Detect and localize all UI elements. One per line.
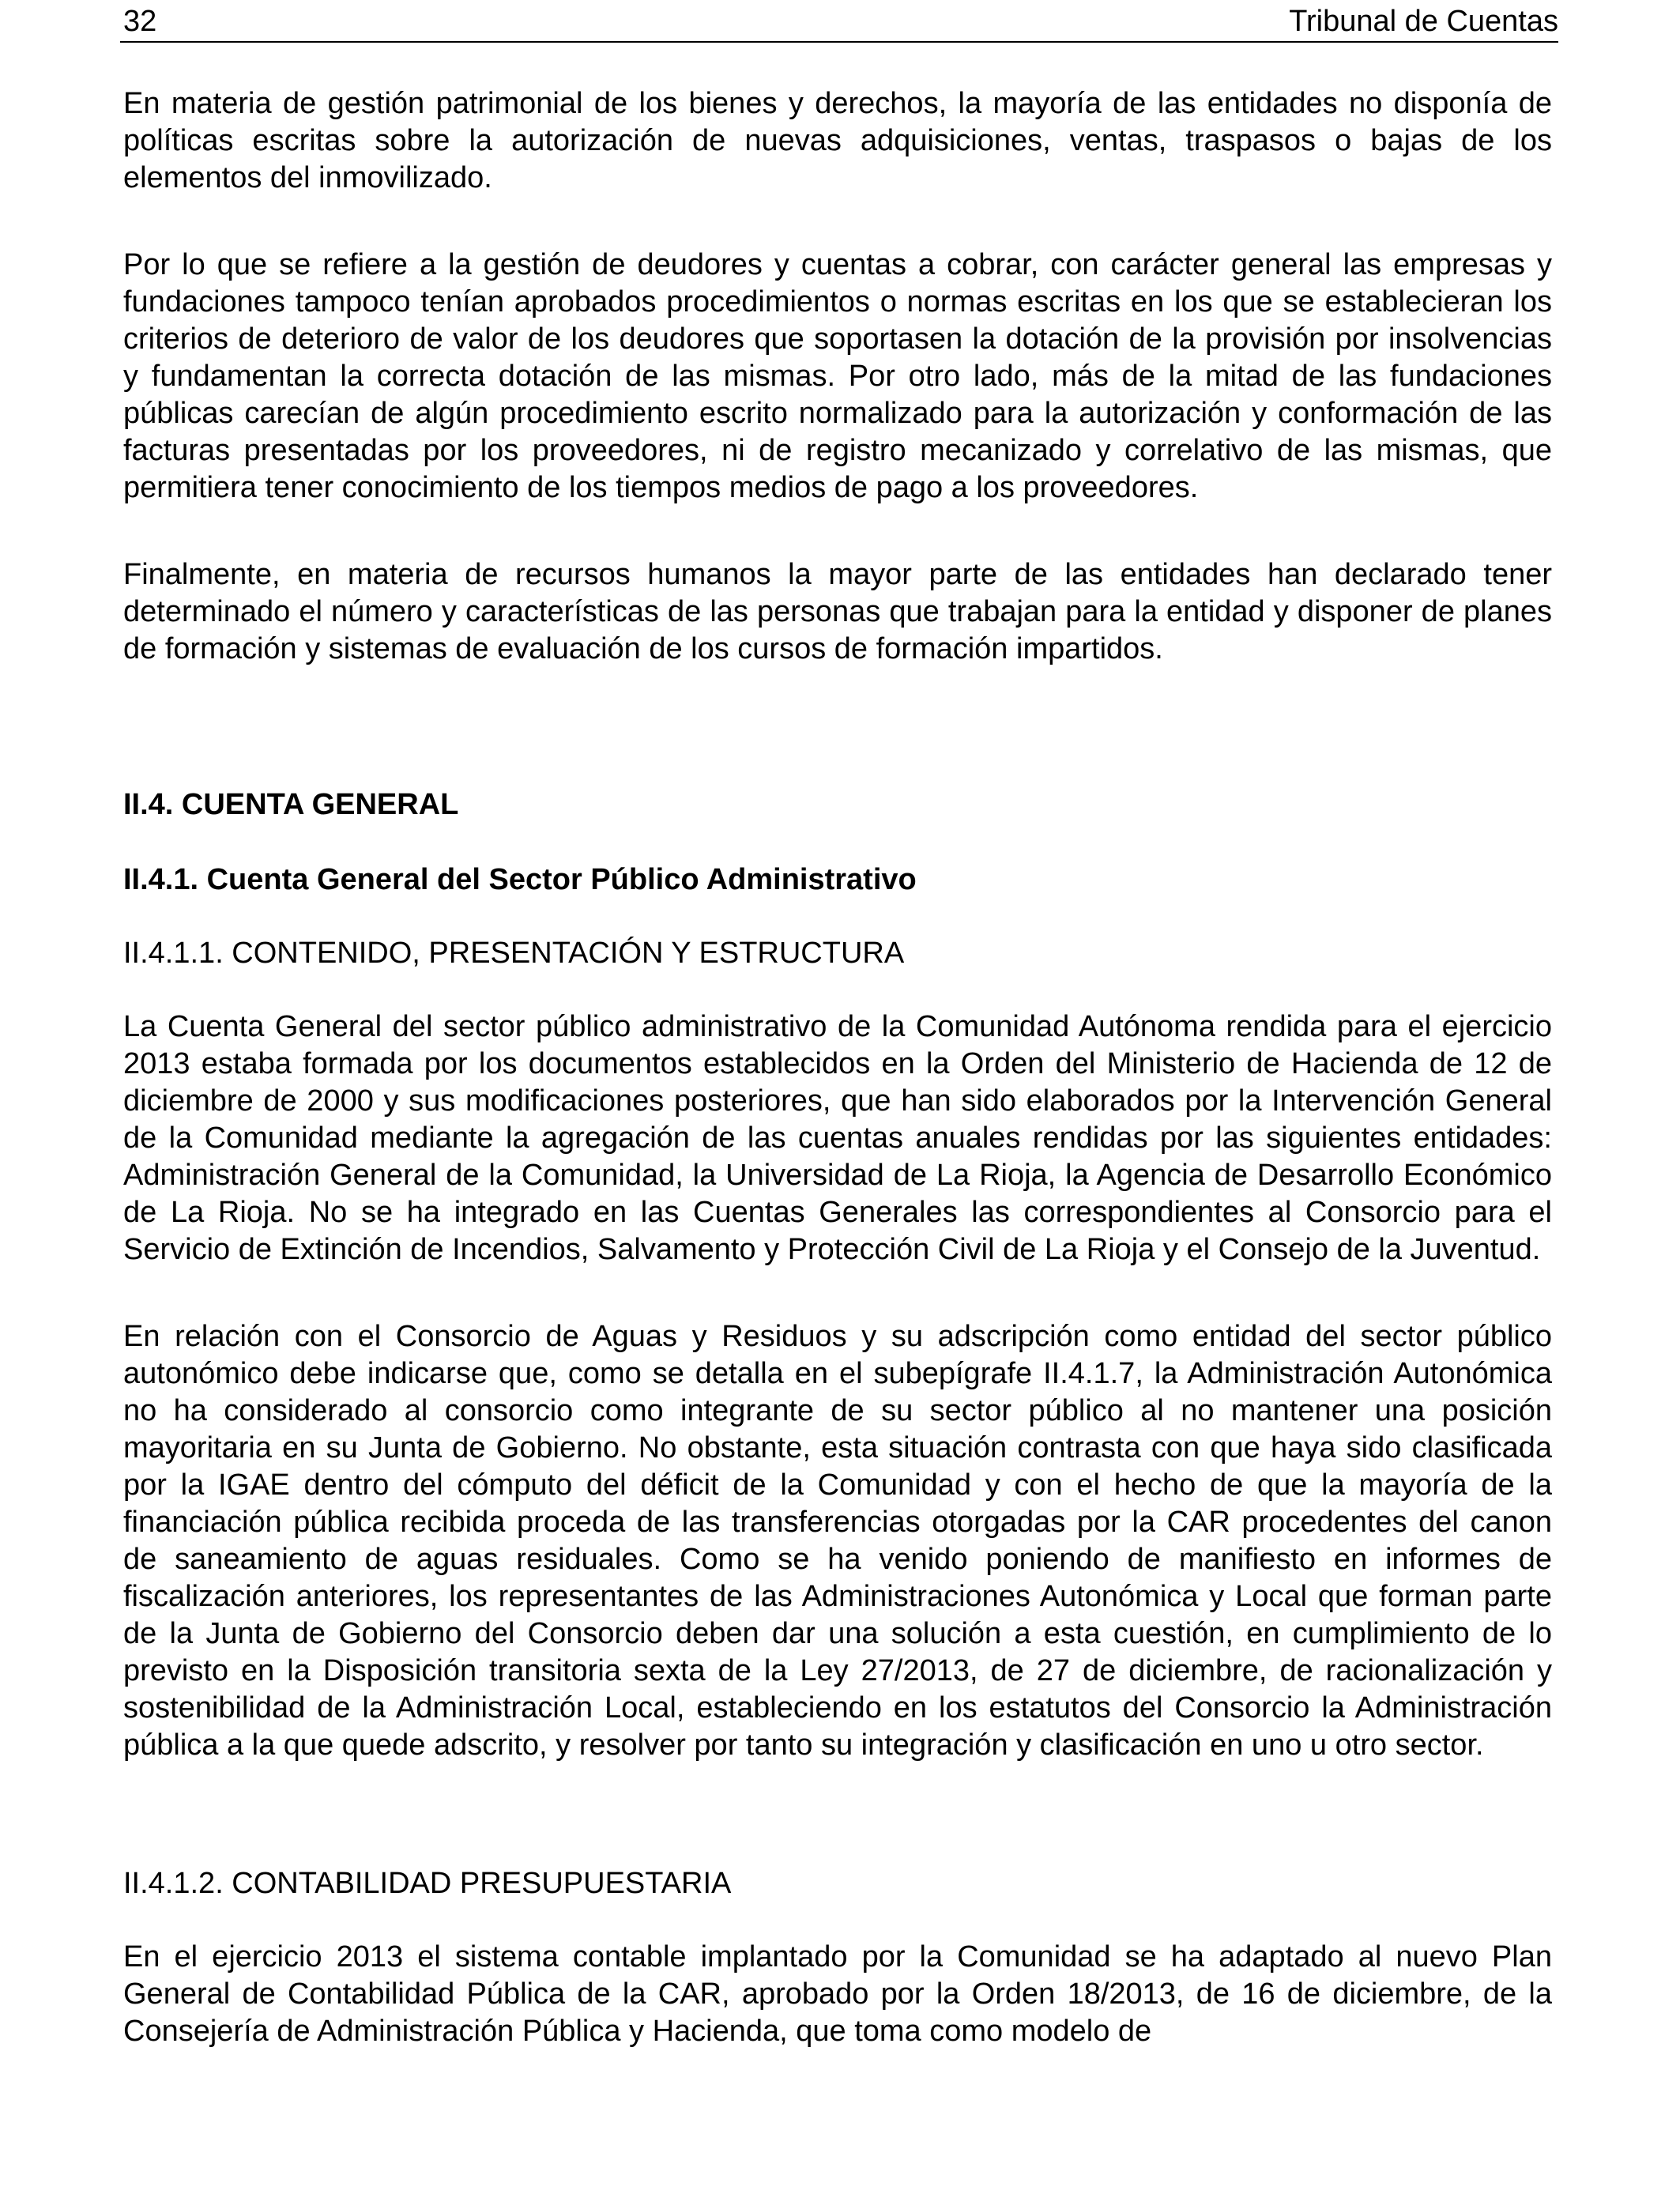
heading-spacer <box>123 972 1552 1008</box>
paragraph-sistema-contable: En el ejercicio 2013 el sistema contable implantado por la Comunidad se ha adaptado al nuevo Plan General de Contabilidad Pública de la CAR, aprobado por la Orden 18/2013, de 16 de diciembre, de la Consejería de Administración Pública y Hacienda, que toma como modelo de <box>123 1940 1552 2048</box>
section-heading-cuenta-general: II.4. CUENTA GENERAL <box>123 788 459 821</box>
paragraph-consorcio-aguas: En relación con el Consorcio de Aguas y Residuos y su adscripción como entidad del sector público autonómico debe indicarse que, como se detalla en el subepígrafe II.4.1.7, la Administración Autonómica no ha considerado al consorcio como integrante de su sector público al no mantener una posición mayoritaria en su Junta de Gobierno. No obstante, esta situación contrasta con que haya sido clasificada por la IGAE dentro del cómputo del déficit de la Comunidad y con el hecho de que la mayoría de la financiación pública recibida proceda de las transferencias otorgadas por la CAR procedentes del canon de saneamiento de aguas residuales. Como se ha venido poniendo de manifiesto en informes de fiscalización anteriores, los representantes de las Administraciones Autonómica y Local que forman parte de la Junta de Gobierno del Consorcio deben dar una solución a esta cuestión, en cumplimiento de lo previsto en la Disposición transitoria sexta de la Ley 27/2013, de 27 de diciembre, de racionalización y sostenibilidad de la Administración Local, estableciendo en los estatutos del Consorcio la Administración pública a la que quede adscrito, y resolver por tanto su integración y clasificación en uno u otro sector. <box>123 1320 1552 1762</box>
section-spacer <box>123 668 1552 786</box>
subsubsection-heading-contenido: II.4.1.1. CONTENIDO, PRESENTACIÓN Y ESTRUCTURA <box>123 937 905 970</box>
heading-spacer <box>123 1902 1552 1939</box>
paragraph-spacer <box>123 197 1552 247</box>
paragraph-spacer <box>123 507 1552 556</box>
heading-spacer <box>123 899 1552 935</box>
heading-spacer <box>123 824 1552 861</box>
paragraph-cuenta-general-contenido: La Cuenta General del sector público administrativo de la Comunidad Autónoma rendida para el ejercicio 2013 estaba formada por los documentos establecidos en la Orden del Ministerio de Hacienda de 12 de diciembre de 2000 y sus modificaciones posteriores, que han sido elaborados por la Intervención General de la Comunidad mediante la agregación de las cuentas anuales rendidas por las siguientes entidades: Administración General de la Comunidad, la Universidad de La Rioja, la Agencia de Desarrollo Económico de La Rioja. No se ha integrado en las Cuentas Generales las correspondientes al Consorcio para el Servicio de Extinción de Incendios, Salvamento y Protección Civil de La Rioja y el Consejo de la Juventud. <box>123 1010 1552 1266</box>
paragraph-gestion-deudores: Por lo que se refiere a la gestión de deudores y cuentas a cobrar, con carácter general las empresas y fundaciones tampoco tenían aprobados procedimientos o normas escritas en los que se establecieran los criterios de deterioro de valor de los deudores que soportasen la dotación de la provisión por insolvencias y fundamentan la correcta dotación de las mismas. Por otro lado, más de la mitad de las fundaciones públicas carecían de algún procedimiento escrito normalizado para la autorización y conformación de las facturas presentadas por los proveedores, ni de registro mecanizado y correlativo de las mismas, que permitiera tener conocimiento de los tiempos medios de pago a los proveedores. <box>123 248 1552 504</box>
document-body <box>123 85 1552 2050</box>
section-spacer <box>123 1764 1552 1865</box>
page-header <box>120 2 1558 43</box>
paragraph-recursos-humanos: Finalmente, en materia de recursos humanos la mayor parte de las entidades han declarado tener determinado el número y características de las personas que trabajan para la entidad y disponer de planes de formación y sistemas de evaluación de los cursos de formación impartidos. <box>123 558 1552 665</box>
paragraph-gestion-patrimonial: En materia de gestión patrimonial de los bienes y derechos, la mayoría de las entidades no disponía de políticas escritas sobre la autorización de nuevas adquisiciones, ventas, traspasos o bajas de los elementos del inmovilizado. <box>123 87 1552 194</box>
running-title: Tribunal de Cuentas <box>1289 5 1558 38</box>
paragraph-spacer <box>123 1269 1552 1318</box>
page-number: 32 <box>123 5 157 38</box>
subsection-heading-sector-publico: II.4.1. Cuenta General del Sector Público Administrativo <box>123 863 917 896</box>
subsubsection-heading-contabilidad-presupuestaria: II.4.1.2. CONTABILIDAD PRESUPUESTARIA <box>123 1867 732 1900</box>
